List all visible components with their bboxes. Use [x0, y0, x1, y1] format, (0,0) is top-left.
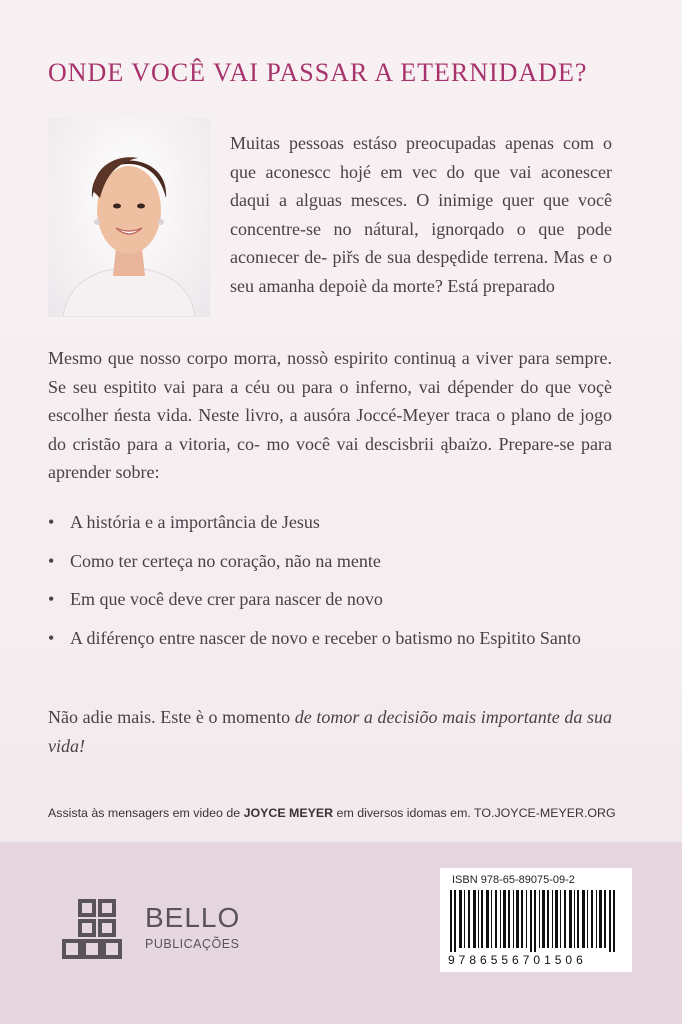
closing-italic: de tomor a decisiõo mais importante da sua vida!	[48, 707, 612, 756]
closing-plain: Não adie mais. Este è o momento	[48, 707, 295, 727]
footer-after: em diversos idomas em. TO.JOYCE-MEYER.ORG	[333, 806, 616, 820]
footer-before: Assista às mensagers em video de	[48, 806, 244, 820]
publisher-subtitle: PUBLICAÇÕES	[145, 937, 240, 951]
list-item: • A diférenço entre nascer de novo e receber o batismo no Espitito Santo	[48, 624, 618, 653]
barcode-box	[440, 868, 632, 972]
barcode-digits: 9786556701506	[448, 953, 587, 967]
list-item: • Em que você deve crer para nascer de novo	[48, 585, 618, 614]
closing-paragraph	[48, 703, 612, 760]
barcode-icon	[450, 890, 622, 952]
body-paragraph: Mesmo que nosso corpo morra, nossò espirito continuą a viver para sempre. Se seu espitito vai para a céu ou para o inferno, vai dépender do que voçè escolher ńesta vida. Neste livro, a ausóra Joccé-Meyer traca o plano de jogo do cristão para a vitoria, co- mo você vai descisbrii ąbaı̇zo. Prepare-se para aprender sobre:	[48, 348, 612, 482]
publisher-name: BELLO	[145, 902, 241, 933]
topic-list	[48, 508, 618, 662]
author-photo	[48, 118, 210, 317]
list-item: • Como ter certeça no coração, não na mente	[48, 547, 618, 576]
book-title: ONDE VOCÊ VAI PASSAR A ETERNIDADE?	[48, 58, 588, 87]
publisher-logo-icon	[60, 898, 132, 975]
list-item: • A história e a importância de Jesus	[48, 508, 618, 537]
isbn-label: ISBN 978-65-89075-09-2	[452, 874, 575, 886]
intro-paragraph: Muitas pessoas estáso preocupadas apenas com o que aconescc hojé em vec do que vai aconescer daqui a alguas mesces. O inimige quer que você concentre-se no nátural, ignorqado o que pode aconıecer de- piřs de sua despędide terrena. Mas e o seu amanha depoiè da morte? Está preparado	[230, 133, 612, 296]
footer-author: JOYCE MEYER	[243, 806, 334, 820]
footer-note	[48, 806, 616, 820]
